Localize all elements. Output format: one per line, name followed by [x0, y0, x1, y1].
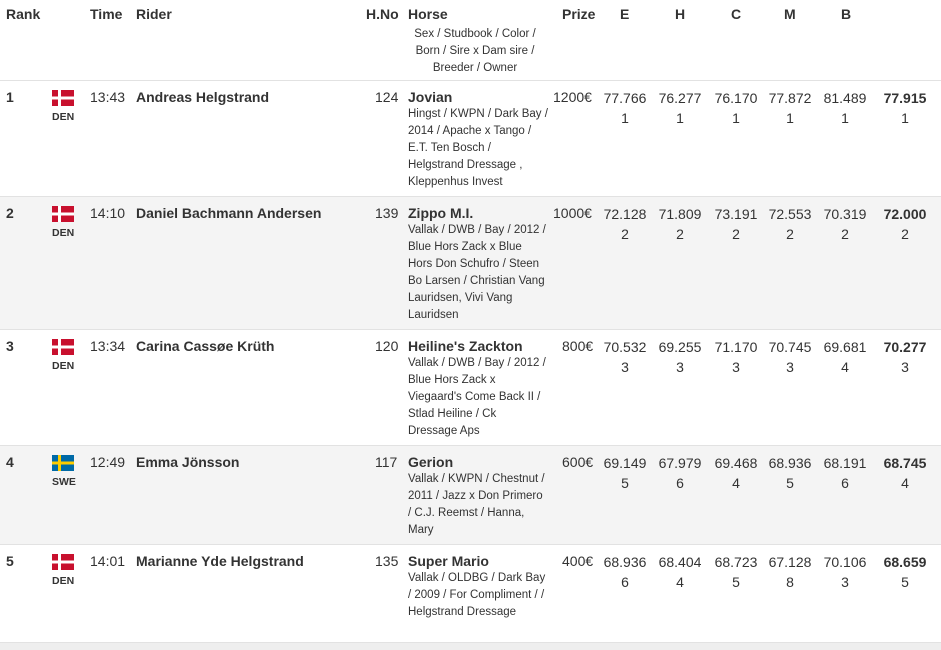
prize-value: 400€ [562, 553, 594, 569]
judge-h-score: 69.255 3 [658, 339, 702, 375]
horse-number: 117 [375, 454, 398, 470]
judge-e-score: 69.149 5 [603, 455, 647, 491]
judge-b-score: 81.489 1 [823, 90, 867, 126]
total-score: 68.745 4 [883, 455, 927, 491]
judge-c-header[interactable]: C [731, 6, 742, 22]
start-time: 13:34 [90, 338, 126, 354]
nation-code: DEN [52, 575, 75, 587]
judge-e-score: 70.532 3 [603, 339, 647, 375]
table-row[interactable] [0, 446, 941, 545]
judge-h-score: 67.979 6 [658, 455, 702, 491]
rank-value: 3 [6, 338, 14, 354]
table-row[interactable] [0, 330, 941, 446]
denmark-flag-icon [52, 206, 74, 222]
rank-value: 2 [6, 205, 14, 221]
horse-number: 120 [375, 338, 399, 354]
prize-value: 800€ [562, 338, 594, 354]
judge-e-score: 68.936 6 [603, 554, 647, 590]
nation-code: SWE [52, 476, 76, 488]
judge-h-score: 68.404 4 [658, 554, 702, 590]
judge-m-score: 67.128 8 [768, 554, 812, 590]
nation-code: DEN [52, 111, 75, 123]
horse-number: 135 [375, 553, 399, 569]
horse-details: Vallak / OLDBG / Dark Bay / 2009 / For Compliment / / Helgstrand Dressage [408, 572, 546, 618]
judge-h-score: 71.809 2 [658, 206, 702, 242]
judge-b-score: 70.106 3 [823, 554, 867, 590]
judge-c-score: 76.170 1 [714, 90, 758, 126]
table-row[interactable] [0, 197, 941, 330]
horse-details: Vallak / KWPN / Chestnut / 2011 / Jazz x Don Primero / C.J. Reemst / Hanna, Mary [408, 473, 545, 536]
rider-header[interactable]: Rider [136, 6, 172, 22]
table-row[interactable] [0, 545, 941, 643]
horse-name[interactable]: Jovian [408, 89, 453, 105]
judge-e-header[interactable]: E [620, 6, 630, 22]
start-time: 12:49 [90, 454, 126, 470]
time-header[interactable]: Time [90, 6, 123, 22]
judge-b-header[interactable]: B [841, 6, 852, 22]
judge-m-score: 70.745 3 [768, 339, 812, 375]
hno-header[interactable]: H.No [366, 6, 399, 22]
judge-h-score: 76.277 1 [658, 90, 702, 126]
denmark-flag-icon [52, 339, 74, 355]
rider-name[interactable]: Andreas Helgstrand [136, 89, 270, 105]
start-time: 13:43 [90, 89, 126, 105]
judge-m-header[interactable]: M [784, 6, 796, 22]
table-footer [0, 643, 941, 650]
rider-name[interactable]: Emma Jönsson [136, 454, 240, 470]
table-header [0, 0, 941, 81]
judge-c-score: 69.468 4 [714, 455, 758, 491]
prize-header[interactable]: Prize [562, 6, 596, 22]
horse-name[interactable]: Zippo M.I. [408, 205, 474, 221]
table-row[interactable] [0, 81, 941, 197]
judge-c-score: 68.723 5 [714, 554, 758, 590]
prize-value: 1200€ [553, 89, 592, 105]
rank-header[interactable]: Rank [6, 6, 41, 22]
horse-details: Hingst / KWPN / Dark Bay / 2014 / Apache x Tango / E.T. Ten Bosch / Helgstrand Dressage , Kleppenhus Invest [408, 108, 548, 188]
horse-number: 139 [375, 205, 399, 221]
denmark-flag-icon [52, 90, 74, 106]
rank-value: 4 [6, 454, 14, 470]
start-time: 14:01 [90, 553, 126, 569]
judge-m-score: 72.553 2 [768, 206, 812, 242]
sweden-flag-icon [52, 455, 74, 471]
judge-h-header[interactable]: H [675, 6, 686, 22]
total-score: 77.915 1 [883, 90, 927, 126]
nation-code: DEN [52, 227, 75, 239]
horse-name[interactable]: Super Mario [408, 553, 489, 569]
horse-number: 124 [375, 89, 399, 105]
total-score: 70.277 3 [883, 339, 927, 375]
judge-c-score: 71.170 3 [714, 339, 758, 375]
judge-e-score: 77.766 1 [603, 90, 647, 126]
prize-value: 600€ [562, 454, 594, 470]
rider-name[interactable]: Carina Cassøe Krüth [136, 338, 275, 354]
horse-name[interactable]: Gerion [408, 454, 454, 470]
rider-name[interactable]: Daniel Bachmann Andersen [136, 205, 322, 221]
judge-b-score: 70.319 2 [823, 206, 867, 242]
horse-header[interactable]: Horse [408, 6, 448, 22]
judge-e-score: 72.128 2 [603, 206, 647, 242]
denmark-flag-icon [52, 554, 74, 570]
nation-code: DEN [52, 360, 75, 372]
horse-name[interactable]: Heiline's Zackton [408, 338, 523, 354]
total-score: 68.659 5 [883, 554, 927, 590]
judge-m-score: 68.936 5 [768, 455, 812, 491]
judge-b-score: 69.681 4 [823, 339, 867, 375]
horse-details: Vallak / DWB / Bay / 2012 / Blue Hors Zack x Blue Hors Don Schufro / Steen Bo Larsen / Christian Vang Lauridsen, Vivi Vang Lauridsen [408, 224, 546, 321]
horse-subheader: Sex / Studbook / Color / Born / Sire x Dam sire / Breeder / Owner [414, 28, 536, 74]
judge-b-score: 68.191 6 [823, 455, 867, 491]
prize-value: 1000€ [553, 205, 592, 221]
rank-value: 1 [6, 89, 14, 105]
rider-name[interactable]: Marianne Yde Helgstrand [136, 553, 304, 569]
rank-value: 5 [6, 553, 14, 569]
total-score: 72.000 2 [883, 206, 927, 242]
judge-c-score: 73.191 2 [714, 206, 758, 242]
horse-details: Vallak / DWB / Bay / 2012 / Blue Hors Zack x Viegaard's Come Back II / Stlad Heiline / Ck Dressage Aps [408, 357, 546, 437]
judge-m-score: 77.872 1 [768, 90, 812, 126]
start-time: 14:10 [90, 205, 126, 221]
